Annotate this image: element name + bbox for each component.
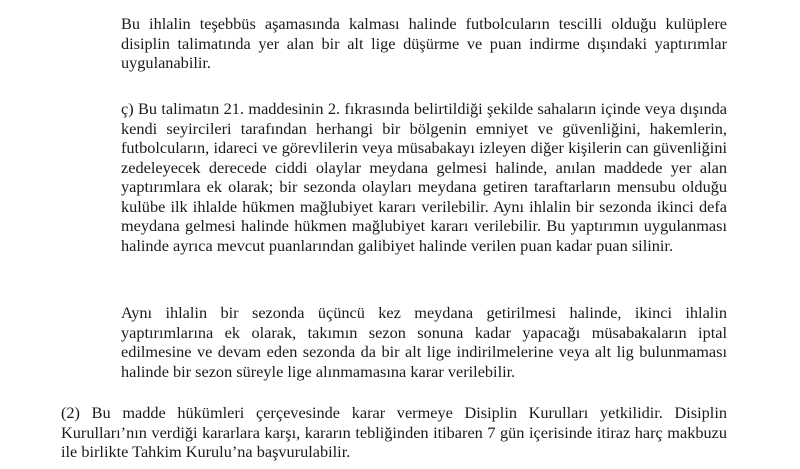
paragraph-text: Aynı ihlalin bir sezonda üçüncü kez meydana getirilmesi halinde, ikinci ihlalin yaptırımlarına ek olarak, takımın sezon sonuna kadar yapacağı müsabakaların iptal edilmesine ve devam eden sezonda da bir alt lige indirilmelerine veya alt lig bulunmaması halinde bir sezon süreyle lige alınmamasına karar verilebilir. (121, 303, 727, 381)
paragraph-text: ç) Bu talimatın 21. maddesinin 2. fıkrasında belirtildiği şekilde sahaların içinde veya dışında kendi seyircileri tarafından herhangi bir bölgenin emniyet ve güvenliğini, hakemlerin, futbolcuların, idareci ve görevlilerin veya müsabakayı izleyen diğer kişilerin can güvenliğini zedeleyecek derecede ciddi olaylar meydana gelmesi halinde, anılan maddede yer alan yaptırımlara ek olarak; bir sezonda olayları meydana getiren taraftarların mensubu olduğu kulübe ilk ihlalde hükmen mağlubiyet kararı verilebilir. Aynı ihlalin bir sezonda ikinci defa meydana gelmesi halinde hükmen mağlubiyet kararı verilebilir. Bu yaptırımın uygulanması halinde ayrıca mevcut puanlarından galibiyet halinde verilen puan kadar puan silinir. (121, 99, 727, 255)
paragraph-article-c (121, 99, 727, 255)
paragraph-third-violation (121, 303, 727, 381)
paragraph-text: Bu ihlalin teşebbüs aşamasında kalması halinde futbolcuların tescilli olduğu kulüplere disiplin talimatında yer alan bir alt lige düşürme ve puan indirme dışındaki yaptırımlar uygulanabilir. (121, 14, 727, 72)
paragraph-text: (2) Bu madde hükümleri çerçevesinde karar vermeye Disiplin Kurulları yetkilidir. Disiplin Kurulları’nın verdiği kararlara karşı, kararın tebliğinden itibaren 7 gün içerisinde itiraz harç makbuzu ile birlikte Tahkim Kurulu’na başvurulabilir. (61, 403, 727, 461)
paragraph-attempt-stage (121, 14, 727, 73)
paragraph-section-2 (61, 403, 727, 462)
